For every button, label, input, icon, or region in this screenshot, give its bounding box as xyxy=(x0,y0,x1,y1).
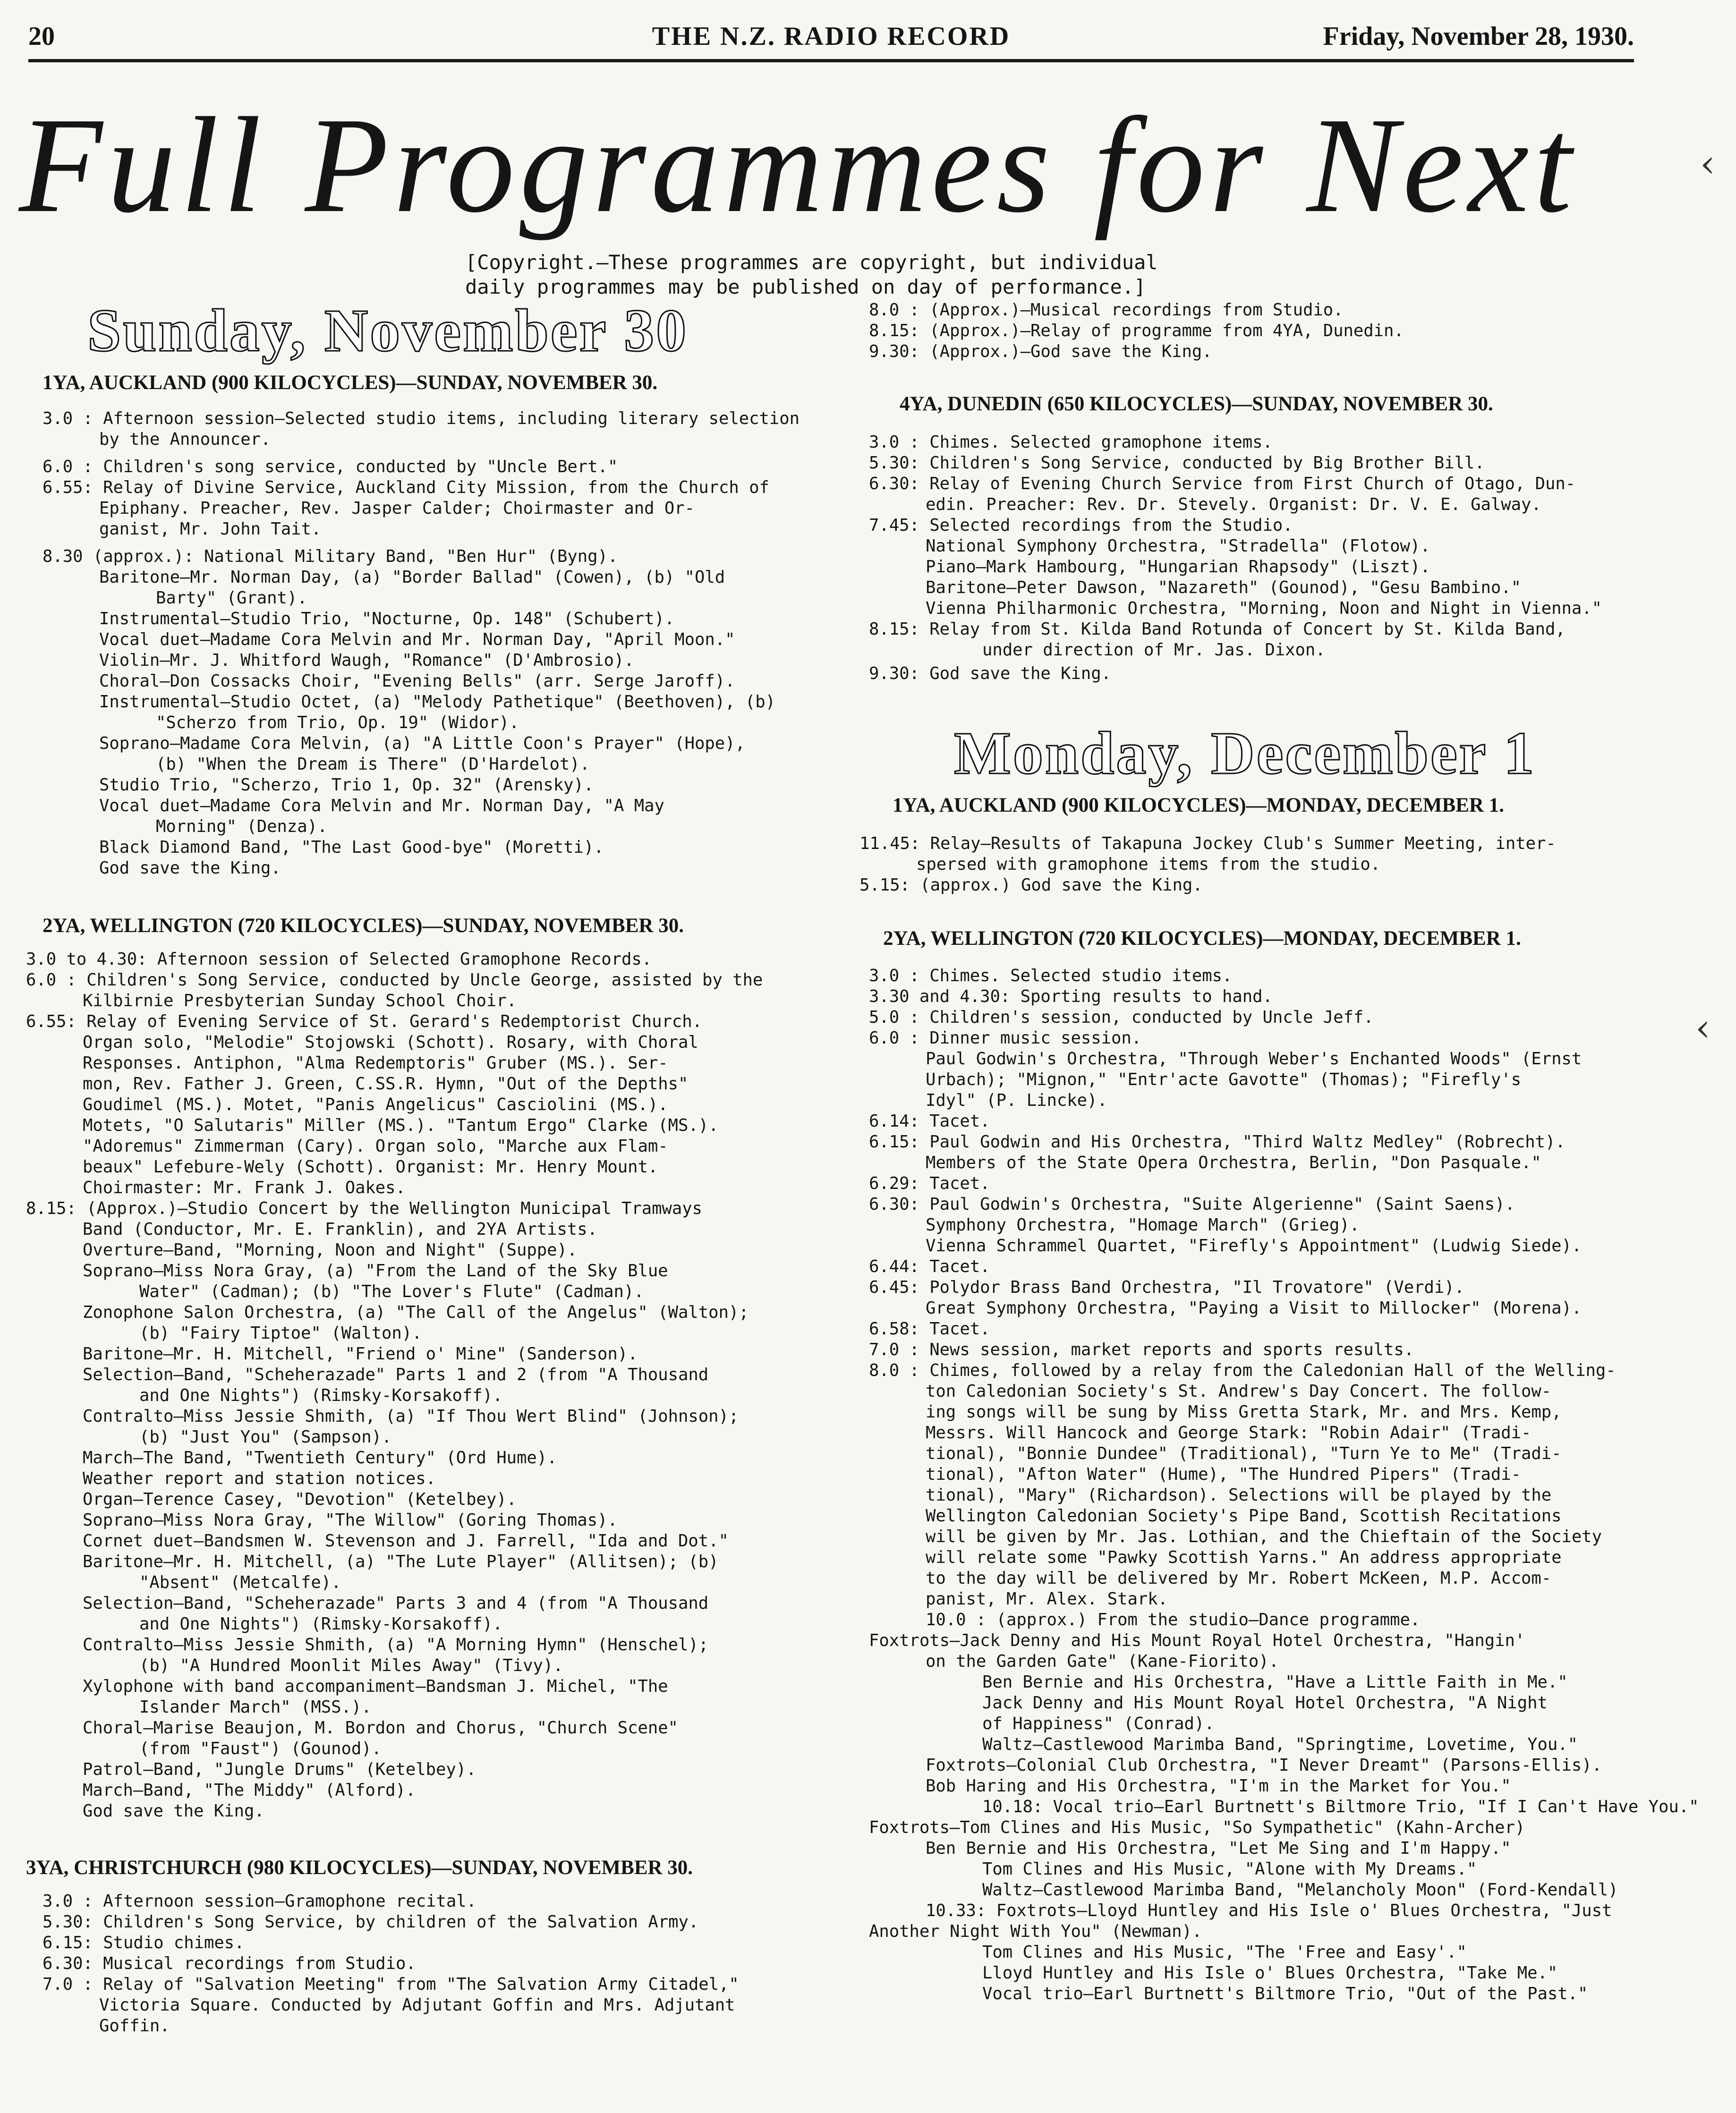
program-line: Soprano—Madame Cora Melvin, (a) "A Little Coon's Prayer" (Hope), xyxy=(99,734,745,753)
program-line: 6.29: Tacet. xyxy=(869,1174,990,1193)
program-line: Selection—Band, "Scheherazade" Parts 1 and 2 (from "A Thousand xyxy=(83,1365,709,1384)
program-line: 3.0 : Chimes. Selected studio items. xyxy=(869,966,1233,985)
program-line: panist, Mr. Alex. Stark. xyxy=(926,1589,1168,1609)
program-line: Barty" (Grant). xyxy=(156,588,307,608)
station-heading-2ya-sunday: 2YA, WELLINGTON (720 KILOCYCLES)—SUNDAY, NOVEMBER 30. xyxy=(43,915,684,937)
program-line: Overture—Band, "Morning, Noon and Night" (Suppe). xyxy=(83,1240,578,1260)
program-line: 3.0 : Chimes. Selected gramophone items. xyxy=(869,433,1273,452)
scan-mark: ‹ xyxy=(1700,142,1715,186)
copyright-notice xyxy=(465,250,1268,299)
program-line: Waltz—Castlewood Marimba Band, "Springtime, Lovetime, You." xyxy=(982,1735,1578,1754)
program-line: Responses. Antiphon, "Alma Redemptoris" Gruber (MS.). Ser- xyxy=(83,1053,668,1073)
program-2ya-monday xyxy=(869,966,1699,2004)
program-line: Zonophone Salon Orchestra, (a) "The Call of the Angelus" (Walton); xyxy=(83,1303,749,1322)
program-line: tional), "Mary" (Richardson). Selections will be played by the xyxy=(926,1485,1552,1505)
program-line: and One Nights") (Rimsky-Korsakoff). xyxy=(139,1614,503,1634)
program-line: 6.44: Tacet. xyxy=(869,1257,990,1276)
program-line: "Adoremus" Zimmerman (Cary). Organ solo, "Marche aux Flam- xyxy=(83,1137,668,1156)
station-heading-4ya-sunday: 4YA, DUNEDIN (650 KILOCYCLES)—SUNDAY, NOVEMBER 30. xyxy=(900,393,1493,415)
program-line: ganist, Mr. John Tait. xyxy=(99,519,322,539)
program-line: Contralto—Miss Jessie Shmith, (a) "If Thou Wert Blind" (Johnson); xyxy=(83,1407,739,1426)
program-line: Motets, "O Salutaris" Miller (MS.). "Tantum Ergo" Clarke (MS.). xyxy=(83,1116,719,1135)
program-line: Vienna Philharmonic Orchestra, "Morning, Noon and Night in Vienna." xyxy=(926,599,1602,618)
program-line: 3.0 : Afternoon session—Gramophone recital. xyxy=(43,1892,477,1911)
program-line: Weather report and station notices. xyxy=(83,1469,436,1488)
program-line: Morning" (Denza). xyxy=(156,817,328,836)
program-line: will be given by Mr. Jas. Lothian, and the Chieftain of the Society xyxy=(926,1527,1602,1546)
program-line: Baritone—Mr. H. Mitchell, "Friend o' Mine" (Sanderson). xyxy=(83,1344,638,1364)
program-line: Soprano—Miss Nora Gray, "The Willow" (Goring Thomas). xyxy=(83,1510,618,1530)
program-line: Members of the State Opera Orchestra, Berlin, "Don Pasquale." xyxy=(926,1153,1541,1172)
program-line: Water" (Cadman); (b) "The Lover's Flute" (Cadman). xyxy=(139,1282,644,1301)
program-line: 6.30: Paul Godwin's Orchestra, "Suite Algerienne" (Saint Saens). xyxy=(869,1195,1515,1214)
program-line: 8.30 (approx.): National Military Band, "Ben Hur" (Byng). xyxy=(43,547,618,566)
program-line: Ben Bernie and His Orchestra, "Have a Little Faith in Me." xyxy=(982,1672,1568,1692)
program-line: Vocal duet—Madame Cora Melvin and Mr. Norman Day, "April Moon." xyxy=(99,630,735,649)
program-line: Kilbirnie Presbyterian Sunday School Choir. xyxy=(83,991,517,1010)
program-line: Messrs. Will Hancock and George Stark: "Robin Adair" (Tradi- xyxy=(926,1423,1532,1443)
program-line: beaux" Lefebure-Wely (Schott). Organist: Mr. Henry Mount. xyxy=(83,1157,658,1177)
program-line: Vocal trio—Earl Burtnett's Biltmore Trio, "Out of the Past." xyxy=(982,1984,1588,2003)
program-line: Epiphany. Preacher, Rev. Jasper Calder; Choirmaster and Or- xyxy=(99,499,695,518)
program-line: Vocal duet—Madame Cora Melvin and Mr. Norman Day, "A May xyxy=(99,796,664,815)
station-heading-2ya-monday: 2YA, WELLINGTON (720 KILOCYCLES)—MONDAY, DECEMBER 1. xyxy=(883,927,1521,950)
program-line: Foxtrots—Colonial Club Orchestra, "I Never Dreamt" (Parsons-Ellis). xyxy=(926,1756,1602,1775)
program-line: 6.14: Tacet. xyxy=(869,1112,990,1131)
program-line: to the day will be delivered by Mr. Robert McKeen, M.P. Accom- xyxy=(926,1569,1552,1588)
program-line: 6.30: Relay of Evening Church Service from First Church of Otago, Dun- xyxy=(869,474,1576,493)
program-line: Organ—Terence Casey, "Devotion" (Ketelbey). xyxy=(83,1490,517,1509)
program-line: Goudimel (MS.). Motet, "Panis Angelicus" Casciolini (MS.). xyxy=(83,1095,668,1114)
program-line: Band (Conductor, Mr. E. Franklin), and 2YA Artists. xyxy=(83,1220,598,1239)
program-2ya-sunday xyxy=(26,949,763,1822)
program-line: Contralto—Miss Jessie Shmith, (a) "A Morning Hymn" (Henschel); xyxy=(83,1635,709,1655)
program-line: Lloyd Huntley and His Isle o' Blues Orchestra, "Take Me." xyxy=(982,1963,1558,1983)
copyright-line: [Copyright.—These programmes are copyright, but individual xyxy=(465,251,1158,274)
program-line: 8.15: (Approx.)—Relay of programme from 4YA, Dunedin. xyxy=(869,321,1404,340)
page-title: Full Programmes for Next xyxy=(19,89,1577,241)
program-line: 7.0 : News session, market reports and sports results. xyxy=(869,1340,1414,1359)
program-line: on the Garden Gate" (Kane-Fiorito). xyxy=(926,1652,1279,1671)
program-line: 6.58: Tacet. xyxy=(869,1319,990,1339)
sunday-heading: Sunday, November 30 xyxy=(87,297,689,364)
program-line: by the Announcer. xyxy=(99,430,271,449)
program-line: 9.30: (Approx.)—God save the King. xyxy=(869,342,1212,361)
program-line: tional), "Bonnie Dundee" (Traditional), "Turn Ye to Me" (Tradi- xyxy=(926,1444,1562,1463)
program-line: will relate some "Pawky Scottish Yarns." An address appropriate xyxy=(926,1548,1562,1567)
program-line: 9.30: God save the King. xyxy=(869,664,1111,683)
program-line: ton Caledonian Society's St. Andrew's Day Concert. The follow- xyxy=(926,1382,1552,1401)
scan-mark: ‹ xyxy=(1695,1006,1710,1050)
program-line: spersed with gramophone items from the studio. xyxy=(916,855,1381,874)
program-line: 7.0 : Relay of "Salvation Meeting" from "The Salvation Army Citadel," xyxy=(43,1975,739,1994)
header-rule xyxy=(28,59,1634,62)
program-line: Another Night With You" (Newman). xyxy=(869,1922,1202,1941)
program-3ya-sunday xyxy=(43,1891,739,2037)
program-line: Black Diamond Band, "The Last Good-bye" (Moretti). xyxy=(99,838,604,857)
monday-heading: Monday, December 1 xyxy=(954,720,1536,787)
program-line: 3.0 to 4.30: Afternoon session of Selected Gramophone Records. xyxy=(26,950,652,969)
program-line: mon, Rev. Father J. Green, C.SS.R. Hymn, "Out of the Depths" xyxy=(83,1074,689,1094)
program-line: (b) "When the Dream is There" (D'Hardelot). xyxy=(156,755,590,774)
program-line: 3.30 and 4.30: Sporting results to hand. xyxy=(869,987,1273,1006)
program-line: Islander March" (MSS.). xyxy=(139,1697,372,1717)
program-line: 5.0 : Children's session, conducted by Uncle Jeff. xyxy=(869,1008,1374,1027)
program-line: God save the King. xyxy=(83,1801,264,1821)
program-line: Violin—Mr. J. Whitford Waugh, "Romance" (D'Ambrosio). xyxy=(99,651,634,670)
program-line: edin. Preacher: Rev. Dr. Stevely. Organist: Dr. V. E. Galway. xyxy=(926,495,1541,514)
program-line: Choral—Marise Beaujon, M. Bordon and Chorus, "Church Scene" xyxy=(83,1718,678,1738)
program-line: 8.15: (Approx.)—Studio Concert by the Wellington Municipal Tramways xyxy=(26,1199,702,1218)
copyright-line: daily programmes may be published on day of performance.] xyxy=(465,275,1146,298)
program-line: 5.30: Children's Song Service, conducted by Big Brother Bill. xyxy=(869,453,1485,473)
masthead: THE N.Z. RADIO RECORD xyxy=(652,22,1011,51)
program-line: "Absent" (Metcalfe). xyxy=(139,1573,341,1592)
program-line: Patrol—Band, "Jungle Drums" (Ketelbey). xyxy=(83,1760,477,1779)
program-line: 5.15: (approx.) God save the King. xyxy=(859,875,1203,895)
program-line: Great Symphony Orchestra, "Paying a Visit to Millocker" (Morena). xyxy=(926,1298,1582,1318)
program-line: Piano—Mark Hambourg, "Hungarian Rhapsody" (Liszt). xyxy=(926,557,1430,577)
page-number: 20 xyxy=(28,22,55,51)
program-line: (b) "Fairy Tiptoe" (Walton). xyxy=(139,1324,422,1343)
program-line: Jack Denny and His Mount Royal Hotel Orchestra, "A Night xyxy=(982,1693,1548,1713)
program-line: 11.45: Relay—Results of Takapuna Jockey Club's Summer Meeting, inter- xyxy=(859,834,1556,853)
program-line: Urbach); "Mignon," "Entr'acte Gavotte" (Thomas); "Firefly's xyxy=(926,1070,1521,1089)
program-line: 8.0 : Chimes, followed by a relay from the Caledonian Hall of the Welling- xyxy=(869,1361,1616,1380)
program-line: Victoria Square. Conducted by Adjutant Goffin and Mrs. Adjutant xyxy=(99,1995,735,2015)
program-line: 10.18: Vocal trio—Earl Burtnett's Biltmore Trio, "If I Can't Have You." xyxy=(982,1797,1699,1816)
program-line: Idyl" (P. Lincke). xyxy=(926,1091,1107,1110)
program-line: 6.30: Musical recordings from Studio. xyxy=(43,1954,416,1973)
program-line: Paul Godwin's Orchestra, "Through Weber's Enchanted Woods" (Ernst xyxy=(926,1049,1582,1069)
program-line: 6.0 : Dinner music session. xyxy=(869,1028,1142,1048)
program-4ya-sunday xyxy=(869,432,1602,684)
station-heading-1ya-monday: 1YA, AUCKLAND (900 KILOCYCLES)—MONDAY, DECEMBER 1. xyxy=(893,794,1504,816)
page-header xyxy=(28,21,1634,57)
program-line: 6.55: Relay of Evening Service of St. Gerard's Redemptorist Church. xyxy=(26,1012,702,1031)
program-1ya-sunday xyxy=(43,408,800,879)
program-line: 5.30: Children's Song Service, by children of the Salvation Army. xyxy=(43,1912,699,1932)
program-line: 8.0 : (Approx.)—Musical recordings from Studio. xyxy=(869,300,1344,320)
program-line: ing songs will be sung by Miss Gretta Stark, Mr. and Mrs. Kemp, xyxy=(926,1402,1562,1422)
program-line: Foxtrots—Jack Denny and His Mount Royal Hotel Orchestra, "Hangin' xyxy=(869,1631,1525,1650)
program-line: 10.33: Foxtrots—Lloyd Huntley and His Isle o' Blues Orchestra, "Just xyxy=(926,1901,1612,1920)
program-line: under direction of Mr. Jas. Dixon. xyxy=(982,640,1326,660)
program-line: 6.0 : Children's song service, conducted by "Uncle Bert." xyxy=(43,457,618,476)
program-line: Baritone—Mr. Norman Day, (a) "Border Ballad" (Cowen), (b) "Old xyxy=(99,568,725,587)
program-line: Symphony Orchestra, "Homage March" (Grieg). xyxy=(926,1215,1360,1235)
program-line: Bob Haring and His Orchestra, "I'm in the Market for You." xyxy=(926,1776,1511,1796)
program-line: (from "Faust") (Gounod). xyxy=(139,1739,382,1758)
program-line: Ben Bernie and His Orchestra, "Let Me Sing and I'm Happy." xyxy=(926,1839,1511,1858)
program-line: Cornet duet—Bandsmen W. Stevenson and J. Farrell, "Ida and Dot." xyxy=(83,1531,729,1551)
program-line: Choral—Don Cossacks Choir, "Evening Bells" (arr. Serge Jaroff). xyxy=(99,671,735,691)
program-line: and One Nights") (Rimsky-Korsakoff). xyxy=(139,1386,503,1405)
program-line: of Happiness" (Conrad). xyxy=(982,1714,1215,1733)
program-line: 6.45: Polydor Brass Band Orchestra, "Il Trovatore" (Verdi). xyxy=(869,1278,1464,1297)
program-line: Instrumental—Studio Trio, "Nocturne, Op. 148" (Schubert). xyxy=(99,609,675,628)
program-line: Goffin. xyxy=(99,2016,170,2036)
program-line: 10.0 : (approx.) From the studio—Dance programme. xyxy=(926,1610,1421,1629)
program-line: God save the King. xyxy=(99,858,281,878)
program-line: Baritone—Mr. H. Mitchell, (a) "The Lute Player" (Allitsen); (b) xyxy=(83,1552,719,1571)
program-line: Organ solo, "Melodie" Stojowski (Schott). Rosary, with Choral xyxy=(83,1033,698,1052)
station-heading-1ya-sunday: 1YA, AUCKLAND (900 KILOCYCLES)—SUNDAY, NOVEMBER 30. xyxy=(43,372,658,394)
program-line: 8.15: Relay from St. Kilda Band Rotunda of Concert by St. Kilda Band, xyxy=(869,619,1566,639)
program-line: "Scherzo from Trio, Op. 19" (Widor). xyxy=(156,713,519,732)
program-3ya-sunday-continued xyxy=(869,300,1404,362)
program-line: Waltz—Castlewood Marimba Band, "Melancholy Moon" (Ford-Kendall) xyxy=(982,1880,1618,1900)
station-heading-3ya-sunday: 3YA, CHRISTCHURCH (980 KILOCYCLES)—SUNDAY, NOVEMBER 30. xyxy=(26,1857,693,1879)
program-line: Tom Clines and His Music, "Alone with My Dreams." xyxy=(982,1859,1477,1879)
program-line: Wellington Caledonian Society's Pipe Band, Scottish Recitations xyxy=(926,1506,1562,1526)
program-line: March—The Band, "Twentieth Century" (Ord Hume). xyxy=(83,1448,557,1468)
program-line: Studio Trio, "Scherzo, Trio 1, Op. 32" (Arensky). xyxy=(99,775,594,795)
program-line: Vienna Schrammel Quartet, "Firefly's Appointment" (Ludwig Siede). xyxy=(926,1236,1582,1256)
program-line: Selection—Band, "Scheherazade" Parts 3 and 4 (from "A Thousand xyxy=(83,1594,709,1613)
program-line: 3.0 : Afternoon session—Selected studio items, including literary selection xyxy=(43,409,800,428)
program-1ya-monday xyxy=(859,833,1556,896)
program-line: 7.45: Selected recordings from the Studio. xyxy=(869,516,1293,535)
program-line: National Symphony Orchestra, "Stradella" (Flotow). xyxy=(926,536,1430,556)
program-line: Baritone—Peter Dawson, "Nazareth" (Gounod), "Gesu Bambino." xyxy=(926,578,1521,597)
program-line: March—Band, "The Middy" (Alford). xyxy=(83,1781,416,1800)
program-line: Choirmaster: Mr. Frank J. Oakes. xyxy=(83,1178,406,1197)
program-line: Instrumental—Studio Octet, (a) "Melody Pathetique" (Beethoven), (b) xyxy=(99,692,775,712)
program-line: tional), "Afton Water" (Hume), "The Hundred Pipers" (Tradi- xyxy=(926,1465,1521,1484)
program-line: Foxtrots—Tom Clines and His Music, "So Sympathetic" (Kahn-Archer) xyxy=(869,1818,1525,1837)
program-line: Tom Clines and His Music, "The 'Free and Easy'." xyxy=(982,1943,1467,1962)
program-line: Soprano—Miss Nora Gray, (a) "From the Land of the Sky Blue xyxy=(83,1261,668,1281)
program-line: (b) "A Hundred Moonlit Miles Away" (Tivy). xyxy=(139,1656,563,1675)
issue-date: Friday, November 28, 1930. xyxy=(1323,22,1634,51)
program-line: 6.0 : Children's Song Service, conducted by Uncle George, assisted by the xyxy=(26,970,763,990)
program-line: 6.15: Studio chimes. xyxy=(43,1933,245,1952)
program-line: 6.15: Paul Godwin and His Orchestra, "Third Waltz Medley" (Robrecht). xyxy=(869,1132,1566,1152)
program-line: (b) "Just You" (Sampson). xyxy=(139,1427,392,1447)
program-line: 6.55: Relay of Divine Service, Auckland City Mission, from the Church of xyxy=(43,478,769,497)
program-line: Xylophone with band accompaniment—Bandsman J. Michel, "The xyxy=(83,1677,668,1696)
